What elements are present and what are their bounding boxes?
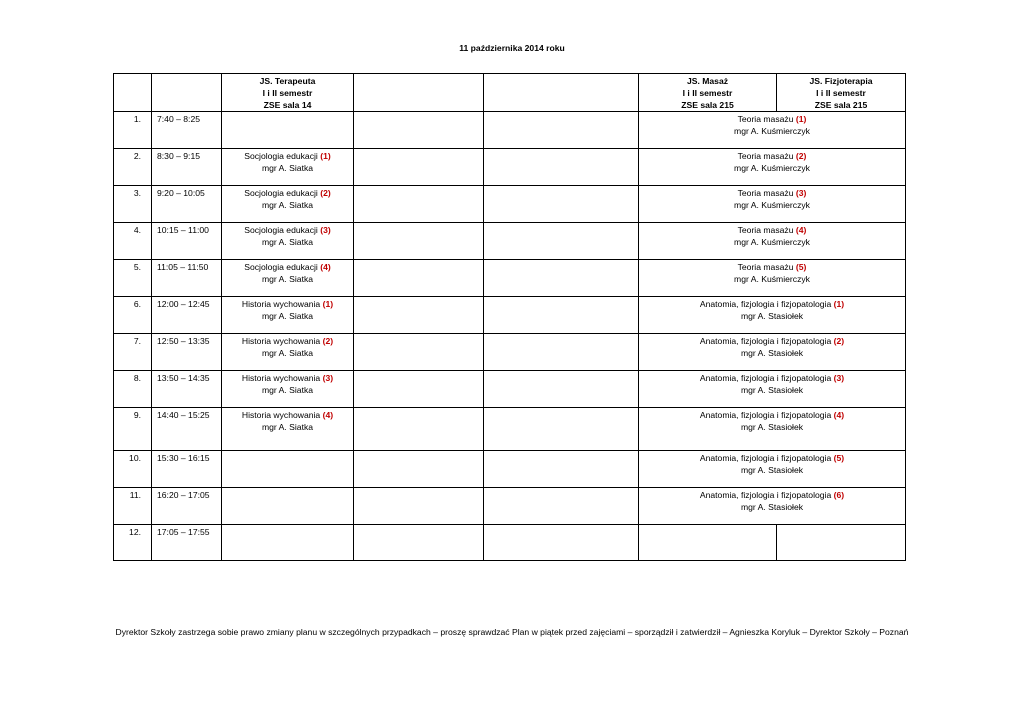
- session-number: (1): [833, 299, 845, 309]
- session-number: (2): [795, 151, 807, 161]
- masaz-fizjo-cell: [639, 112, 906, 149]
- empty-cell: [484, 112, 639, 149]
- row-time: 17:05 – 17:55: [152, 525, 222, 561]
- subject: [224, 335, 351, 347]
- teacher: mgr A. Siatka: [261, 237, 314, 247]
- empty-cell: [484, 525, 639, 561]
- empty-cell: [354, 525, 484, 561]
- empty-cell: [354, 408, 484, 451]
- row-number: 2.: [114, 149, 152, 186]
- teacher: mgr A. Stasiołek: [740, 385, 804, 395]
- empty-cell: [484, 451, 639, 488]
- row-number: 7.: [114, 334, 152, 371]
- header-line: I i II semestr: [262, 88, 313, 98]
- empty-cell: [354, 488, 484, 525]
- subject: [641, 261, 903, 273]
- subject-name: Teoria masażu: [737, 188, 794, 198]
- session-number: (5): [795, 262, 807, 272]
- teacher: mgr A. Stasiołek: [740, 422, 804, 432]
- row-time: 16:20 – 17:05: [152, 488, 222, 525]
- teacher: mgr A. Kuśmierczyk: [734, 126, 810, 136]
- teacher: mgr A. Kuśmierczyk: [734, 200, 810, 210]
- subject-name: Teoria masażu: [737, 114, 794, 124]
- table-row: [114, 488, 906, 525]
- empty-cell: [354, 149, 484, 186]
- teacher: mgr A. Siatka: [261, 200, 314, 210]
- masaz-fizjo-cell: [639, 488, 906, 525]
- session-number: (1): [320, 151, 331, 161]
- teacher: mgr A. Kuśmierczyk: [734, 163, 810, 173]
- subject: [641, 409, 903, 421]
- session-number: (2): [320, 188, 331, 198]
- table-row: [114, 451, 906, 488]
- empty-cell: [222, 525, 354, 561]
- header-cell-empty: [354, 74, 484, 112]
- masaz-fizjo-cell: [639, 451, 906, 488]
- table-row: [114, 186, 906, 223]
- row-time: 12:00 – 12:45: [152, 297, 222, 334]
- subject-name: Anatomia, fizjologia i fizjopatologia: [699, 490, 832, 500]
- subject-name: Socjologia edukacji: [244, 188, 318, 198]
- footer-note: Dyrektor Szkoły zastrzega sobie prawo zmiany planu w szczególnych przypadkach – proszę sprawdzać Plan w piątek przed zajęciami – sporządził i zatwierdził – Agnieszka Koryluk – Dyrektor Szkoły – Poznań: [115, 627, 909, 637]
- schedule-table: [113, 73, 906, 561]
- terapeuta-cell: [222, 112, 354, 149]
- subject: [224, 187, 351, 199]
- subject-name: Anatomia, fizjologia i fizjopatologia: [699, 453, 832, 463]
- terapeuta-cell: [222, 334, 354, 371]
- session-number: (2): [833, 336, 845, 346]
- header-cell-time: [152, 74, 222, 112]
- empty-cell: [484, 488, 639, 525]
- masaz-fizjo-cell: [639, 149, 906, 186]
- row-time: 8:30 – 9:15: [152, 149, 222, 186]
- subject-name: Teoria masażu: [737, 262, 794, 272]
- row-time: 12:50 – 13:35: [152, 334, 222, 371]
- session-number: (2): [322, 336, 334, 346]
- empty-cell: [639, 525, 777, 561]
- masaz-fizjo-cell: [639, 334, 906, 371]
- teacher: mgr A. Siatka: [261, 385, 314, 395]
- row-number: 5.: [114, 260, 152, 297]
- subject: [641, 372, 903, 384]
- masaz-fizjo-cell: [639, 186, 906, 223]
- session-number: (1): [322, 299, 334, 309]
- subject: [224, 372, 351, 384]
- empty-cell: [354, 451, 484, 488]
- row-time: 15:30 – 16:15: [152, 451, 222, 488]
- teacher: mgr A. Kuśmierczyk: [734, 274, 810, 284]
- subject: [641, 224, 903, 236]
- subject-name: Socjologia edukacji: [244, 151, 318, 161]
- empty-cell: [484, 408, 639, 451]
- teacher: mgr A. Stasiołek: [740, 465, 804, 475]
- session-number: (4): [320, 262, 331, 272]
- masaz-fizjo-cell: [639, 297, 906, 334]
- empty-cell: [777, 525, 906, 561]
- header-line: I i II semestr: [682, 88, 733, 98]
- subject-name: Historia wychowania: [241, 299, 321, 309]
- session-number: (5): [833, 453, 845, 463]
- table-row: [114, 371, 906, 408]
- row-number: 9.: [114, 408, 152, 451]
- subject: [224, 224, 351, 236]
- session-number: (3): [320, 225, 331, 235]
- subject-name: Anatomia, fizjologia i fizjopatologia: [699, 336, 832, 346]
- empty-cell: [484, 186, 639, 223]
- session-number: (1): [795, 114, 807, 124]
- row-number: 3.: [114, 186, 152, 223]
- teacher: mgr A. Stasiołek: [740, 311, 804, 321]
- table-header-row: [114, 74, 906, 112]
- terapeuta-cell: [222, 371, 354, 408]
- subject-name: Teoria masażu: [737, 225, 794, 235]
- terapeuta-cell: [222, 488, 354, 525]
- header-cell-empty: [484, 74, 639, 112]
- terapeuta-cell: [222, 297, 354, 334]
- empty-cell: [484, 334, 639, 371]
- session-number: (3): [795, 188, 807, 198]
- empty-cell: [484, 371, 639, 408]
- teacher: mgr A. Siatka: [261, 422, 314, 432]
- terapeuta-cell: [222, 451, 354, 488]
- header-cell-fizjoterapia: [777, 74, 906, 112]
- row-time: 13:50 – 14:35: [152, 371, 222, 408]
- teacher: mgr A. Stasiołek: [740, 502, 804, 512]
- table-row: [114, 525, 906, 561]
- empty-cell: [354, 223, 484, 260]
- empty-cell: [354, 260, 484, 297]
- subject: [641, 113, 903, 125]
- subject: [224, 150, 351, 162]
- terapeuta-cell: [222, 260, 354, 297]
- subject-name: Anatomia, fizjologia i fizjopatologia: [699, 299, 832, 309]
- row-time: 7:40 – 8:25: [152, 112, 222, 149]
- table-row: [114, 260, 906, 297]
- teacher: mgr A. Siatka: [261, 311, 314, 321]
- subject: [641, 150, 903, 162]
- teacher: mgr A. Siatka: [261, 348, 314, 358]
- header-cell-terapeuta: [222, 74, 354, 112]
- subject: [641, 298, 903, 310]
- masaz-fizjo-cell: [639, 371, 906, 408]
- empty-cell: [484, 223, 639, 260]
- row-number: 11.: [114, 488, 152, 525]
- row-number: 1.: [114, 112, 152, 149]
- row-number: 12.: [114, 525, 152, 561]
- header-line: JS. Fizjoterapia: [809, 76, 873, 86]
- subject: [641, 335, 903, 347]
- subject-name: Historia wychowania: [241, 336, 321, 346]
- row-time: 14:40 – 15:25: [152, 408, 222, 451]
- subject: [224, 409, 351, 421]
- row-time: 9:20 – 10:05: [152, 186, 222, 223]
- empty-cell: [354, 112, 484, 149]
- session-number: (6): [833, 490, 845, 500]
- row-time: 11:05 – 11:50: [152, 260, 222, 297]
- masaz-fizjo-cell: [639, 408, 906, 451]
- header-line: I i II semestr: [816, 88, 866, 98]
- empty-cell: [484, 149, 639, 186]
- terapeuta-cell: [222, 186, 354, 223]
- session-number: (4): [322, 410, 334, 420]
- row-time: 10:15 – 11:00: [152, 223, 222, 260]
- terapeuta-cell: [222, 223, 354, 260]
- teacher: mgr A. Stasiołek: [740, 348, 804, 358]
- header-line: JS. Masaż: [686, 76, 729, 86]
- table-row: [114, 112, 906, 149]
- empty-cell: [484, 260, 639, 297]
- empty-cell: [354, 297, 484, 334]
- terapeuta-cell: [222, 408, 354, 451]
- empty-cell: [484, 297, 639, 334]
- table-row: [114, 334, 906, 371]
- empty-cell: [354, 371, 484, 408]
- table-row: [114, 297, 906, 334]
- table-row: [114, 223, 906, 260]
- empty-cell: [354, 186, 484, 223]
- header-cell-num: [114, 74, 152, 112]
- empty-cell: [354, 334, 484, 371]
- row-number: 8.: [114, 371, 152, 408]
- table-row: [114, 408, 906, 451]
- table-row: [114, 149, 906, 186]
- header-line: JS. Terapeuta: [259, 76, 316, 86]
- header-line: ZSE sala 14: [263, 100, 312, 110]
- session-number: (4): [795, 225, 807, 235]
- terapeuta-cell: [222, 149, 354, 186]
- subject: [224, 298, 351, 310]
- session-number: (3): [322, 373, 334, 383]
- header-line: ZSE sala 215: [681, 100, 734, 110]
- subject-name: Anatomia, fizjologia i fizjopatologia: [699, 373, 832, 383]
- row-number: 10.: [114, 451, 152, 488]
- subject-name: Anatomia, fizjologia i fizjopatologia: [699, 410, 832, 420]
- subject: [641, 489, 903, 501]
- masaz-fizjo-cell: [639, 223, 906, 260]
- row-number: 4.: [114, 223, 152, 260]
- subject-name: Historia wychowania: [241, 410, 321, 420]
- teacher: mgr A. Kuśmierczyk: [734, 237, 810, 247]
- subject-name: Historia wychowania: [241, 373, 321, 383]
- masaz-fizjo-cell: [639, 260, 906, 297]
- header-cell-masaz: [639, 74, 777, 112]
- header-line: ZSE sala 215: [814, 100, 868, 110]
- session-number: (3): [833, 373, 845, 383]
- subject-name: Socjologia edukacji: [244, 225, 318, 235]
- row-number: 6.: [114, 297, 152, 334]
- subject-name: Socjologia edukacji: [244, 262, 318, 272]
- subject: [224, 261, 351, 273]
- teacher: mgr A. Siatka: [261, 274, 314, 284]
- subject-name: Teoria masażu: [737, 151, 794, 161]
- page-title: 11 października 2014 roku: [459, 43, 565, 53]
- teacher: mgr A. Siatka: [261, 163, 314, 173]
- subject: [641, 187, 903, 199]
- session-number: (4): [833, 410, 845, 420]
- subject: [641, 452, 903, 464]
